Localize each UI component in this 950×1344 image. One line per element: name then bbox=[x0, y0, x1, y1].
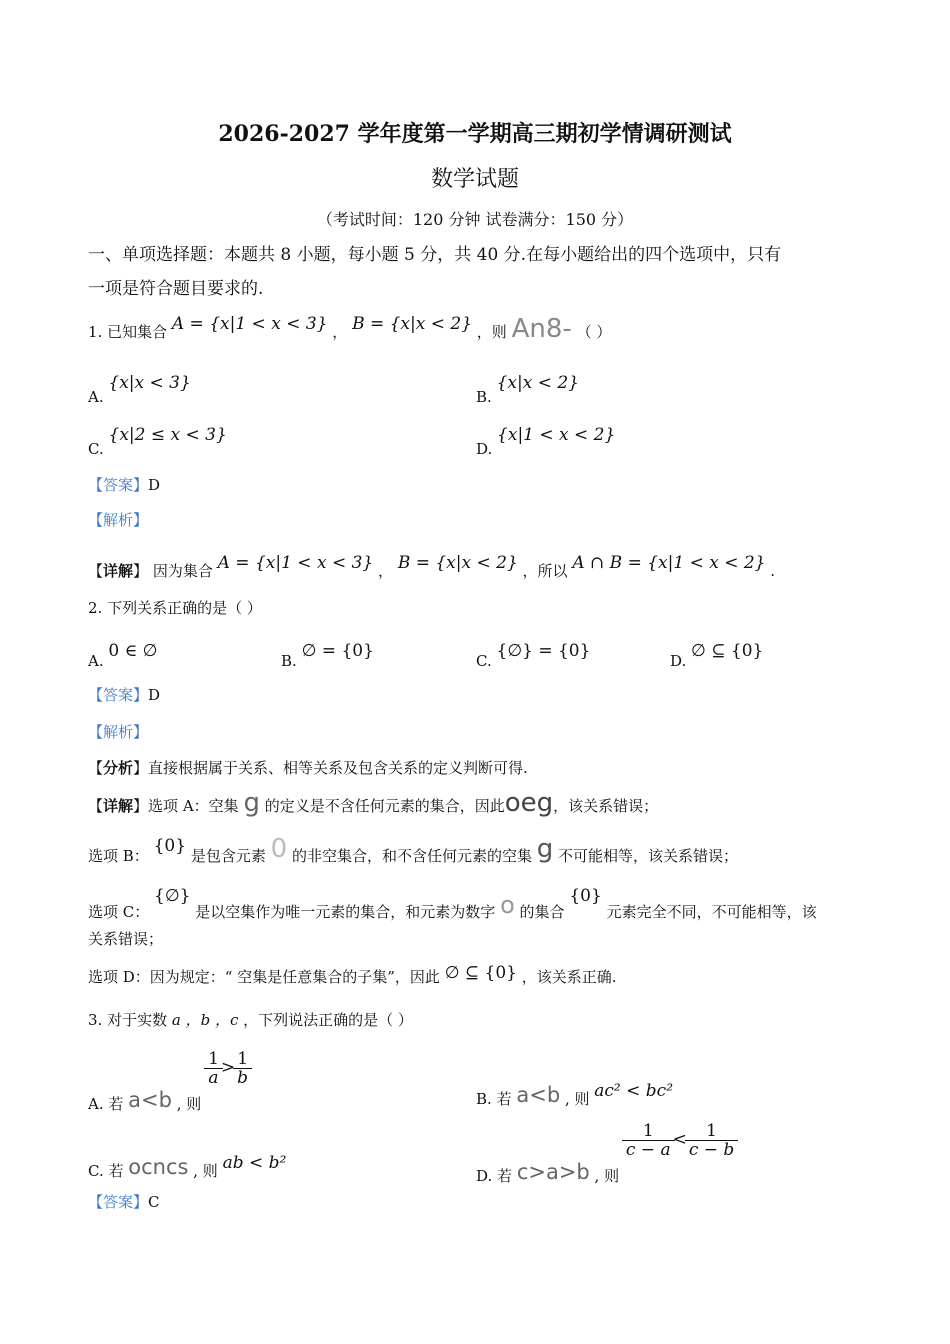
q3-option-a: A. 若 a<b , 则 $\frac{1}{a}$ > $\frac{1}{b}$ bbox=[88, 1050, 250, 1087]
q1-option-c bbox=[88, 424, 227, 458]
q3-option-b-label: B bbox=[476, 1090, 488, 1108]
section-heading-line2: 一项是符合题目要求的. bbox=[88, 279, 264, 299]
q1-detail-prefix: 因为集合 bbox=[152, 562, 213, 580]
q1-answer-value: D bbox=[148, 476, 161, 494]
q2-analysis: 【解析】 bbox=[88, 723, 149, 741]
q1-analysis-label: 解析 bbox=[103, 511, 134, 529]
q3-option-a-label: A bbox=[88, 1094, 99, 1113]
q3-option-d-frac2: $\frac{1}{c - b}$ bbox=[687, 1122, 736, 1159]
q2-option-b bbox=[281, 640, 374, 670]
q1-option-c-label: C. bbox=[88, 440, 104, 458]
q1-option-d-label: D. bbox=[476, 440, 493, 458]
q3-stem: 3. 对于实数 a ，b ，c ，下列说法正确的是（ ） bbox=[88, 1011, 413, 1029]
q1-detail-end: . bbox=[770, 562, 776, 580]
q3-option-a-cond: a<b bbox=[128, 1087, 172, 1112]
q3-option-d-cond: c>a>b bbox=[516, 1159, 590, 1184]
q3-option-a-frac1: $\frac{1}{a}$ bbox=[206, 1050, 221, 1087]
q2-option-c-expr: {∅} = {0} bbox=[496, 641, 591, 661]
q1-detail-set-a: A = {x|1 < x < 3} bbox=[217, 553, 374, 573]
q2-answer-label: 答案 bbox=[103, 686, 134, 704]
q2-fenxi: 【分析】直接根据属于关系、相等关系及包含关系的定义判断可得. bbox=[88, 759, 528, 777]
q3-option-d-label: D bbox=[476, 1166, 488, 1185]
q1-paren: （ ） bbox=[576, 323, 612, 341]
q2-detail-d-expr: ∅ ⊆ {0} bbox=[444, 963, 517, 983]
q1-stem bbox=[88, 314, 612, 344]
q1-option-d-expr: {x|1 < x < 2} bbox=[497, 425, 616, 445]
q3-answer-value: C bbox=[148, 1193, 160, 1211]
q2-fenxi-label: 分析 bbox=[103, 759, 134, 777]
q1-option-a bbox=[88, 372, 191, 406]
q3-answer: 【答案】C bbox=[88, 1193, 160, 1211]
q2-detail-a: 【详解】选项 A：空集 g 的定义是不含任何元素的集合，因此oeg，该关系错误； bbox=[88, 788, 659, 818]
q2-detail-d: 选项 D：因为规定：“ 空集是任意集合的子集”，因此 ∅ ⊆ {0} ，该关系正确. bbox=[88, 963, 617, 986]
q3-option-b-cond: a<b bbox=[516, 1083, 561, 1107]
q3-option-c-cond: ocncs bbox=[128, 1155, 189, 1179]
q3-option-d-frac1: $\frac{1}{c - a}$ bbox=[624, 1122, 673, 1159]
q1-comma: ， bbox=[332, 323, 348, 341]
exam-meta: （考试时间：120 分钟 试卷满分：150 分） bbox=[316, 210, 634, 229]
section-heading-line1: 一、单项选择题：本题共 8 小题，每小题 5 分，共 40 分.在每小题给出的四个选项中，只有 bbox=[88, 245, 782, 265]
q2-detail-b-set: {0} bbox=[153, 836, 187, 856]
q2-option-a bbox=[88, 640, 158, 670]
q1-option-b-expr: {x|x < 2} bbox=[496, 373, 579, 393]
q2-option-c bbox=[476, 640, 591, 670]
page-title: 2026-2027 学年度第一学期高三期初学情调研测试 bbox=[218, 121, 732, 147]
q2-detail-b-glyph-zero: 0 bbox=[270, 834, 288, 864]
q1-then: ，则 bbox=[476, 323, 507, 341]
q1-option-d bbox=[476, 424, 616, 458]
q2-detail-a-glyph-oeg: oeg bbox=[504, 788, 554, 818]
q2-answer-value: D bbox=[148, 686, 161, 704]
q2-option-b-label: B. bbox=[281, 652, 297, 670]
q1-detail-result: A ∩ B = {x|1 < x < 2} bbox=[572, 553, 766, 573]
q1-garbled-expr: An8- bbox=[511, 314, 572, 344]
q2-detail-c-glyph-o: o bbox=[500, 891, 515, 919]
q3-vars: a ，b ，c bbox=[171, 1011, 239, 1029]
q2-detail-b: 选项 B： {0} 是包含元素 0 的非空集合，和不含任何元素的空集 g 不可能相等，该关系错误； bbox=[88, 834, 739, 865]
q2-detail-b-glyph-g: g bbox=[536, 834, 554, 864]
q3-option-c-expr: ab < b² bbox=[222, 1153, 287, 1173]
q1-option-a-label: A. bbox=[88, 388, 104, 406]
q2-answer: 【答案】D bbox=[88, 686, 161, 704]
q2-option-a-expr: 0 ∈ ∅ bbox=[108, 641, 158, 661]
q1-detail: 【详解】 因为集合 A = {x|1 < x < 3} ， B = {x|x < 2} ，所以 A ∩ B = {x|1 < x < 2} . bbox=[88, 553, 776, 580]
q1-answer: 【答案】D bbox=[88, 476, 161, 494]
q3-option-a-frac2: $\frac{1}{b}$ bbox=[235, 1050, 250, 1087]
q1-option-c-expr: {x|2 ≤ x < 3} bbox=[108, 425, 227, 445]
q2-analysis-label: 解析 bbox=[103, 723, 134, 741]
q3-option-b: B. 若 a<b , 则 ac² < bc² bbox=[476, 1081, 674, 1108]
q1-set-b: B = {x|x < 2} bbox=[352, 314, 473, 334]
page-subtitle: 数学试题 bbox=[430, 167, 519, 192]
q3-answer-label: 答案 bbox=[103, 1193, 134, 1211]
q3-option-d: D. 若 c>a>b , 则 $\frac{1}{c - a}$ < $\frac{1}{c - b}$ bbox=[476, 1122, 736, 1159]
q2-detail-c-set: {∅} bbox=[154, 886, 191, 906]
q2-detail-c: 选项 C： {∅} 是以空集作为唯一元素的集合，和元素为数字 o 的集合 {0} 元素完全不同，不可能相等，该 bbox=[88, 886, 817, 921]
q1-detail-set-b: B = {x|x < 2} bbox=[397, 553, 518, 573]
q1-prefix: 1. 已知集合 bbox=[88, 323, 168, 341]
q3-option-b-expr: ac² < bc² bbox=[594, 1081, 674, 1101]
q1-detail-so: ，所以 bbox=[522, 562, 568, 580]
q2-option-d bbox=[670, 640, 764, 670]
q2-stem: 2. 下列关系正确的是（ ） bbox=[88, 599, 262, 617]
q1-option-a-expr: {x|x < 3} bbox=[108, 373, 191, 393]
q1-option-b bbox=[476, 372, 579, 406]
q1-detail-label: 详解 bbox=[103, 562, 134, 580]
q2-fenxi-text: 直接根据属于关系、相等关系及包含关系的定义判断可得. bbox=[148, 759, 528, 777]
q3-option-c-label: C bbox=[88, 1162, 99, 1180]
q1-set-a: A = {x|1 < x < 3} bbox=[171, 314, 328, 334]
q2-option-c-label: C. bbox=[476, 652, 492, 670]
q2-detail-c-set2: {0} bbox=[569, 886, 602, 906]
q2-option-a-label: A. bbox=[88, 652, 104, 670]
q1-option-b-label: B. bbox=[476, 388, 492, 406]
q3-option-c: C. 若 ocncs , 则 ab < b² bbox=[88, 1153, 287, 1180]
q2-detail-c-cont: 关系错误； bbox=[88, 930, 164, 948]
q2-option-b-expr: ∅ = {0} bbox=[301, 641, 374, 661]
q2-detail-a-glyph-g: g bbox=[243, 788, 260, 818]
q1-analysis: 【解析】 bbox=[88, 511, 149, 529]
q2-detail-label: 详解 bbox=[103, 797, 134, 815]
q1-answer-label: 答案 bbox=[103, 476, 134, 494]
q2-option-d-expr: ∅ ⊆ {0} bbox=[691, 641, 764, 661]
q2-option-d-label: D. bbox=[670, 652, 687, 670]
